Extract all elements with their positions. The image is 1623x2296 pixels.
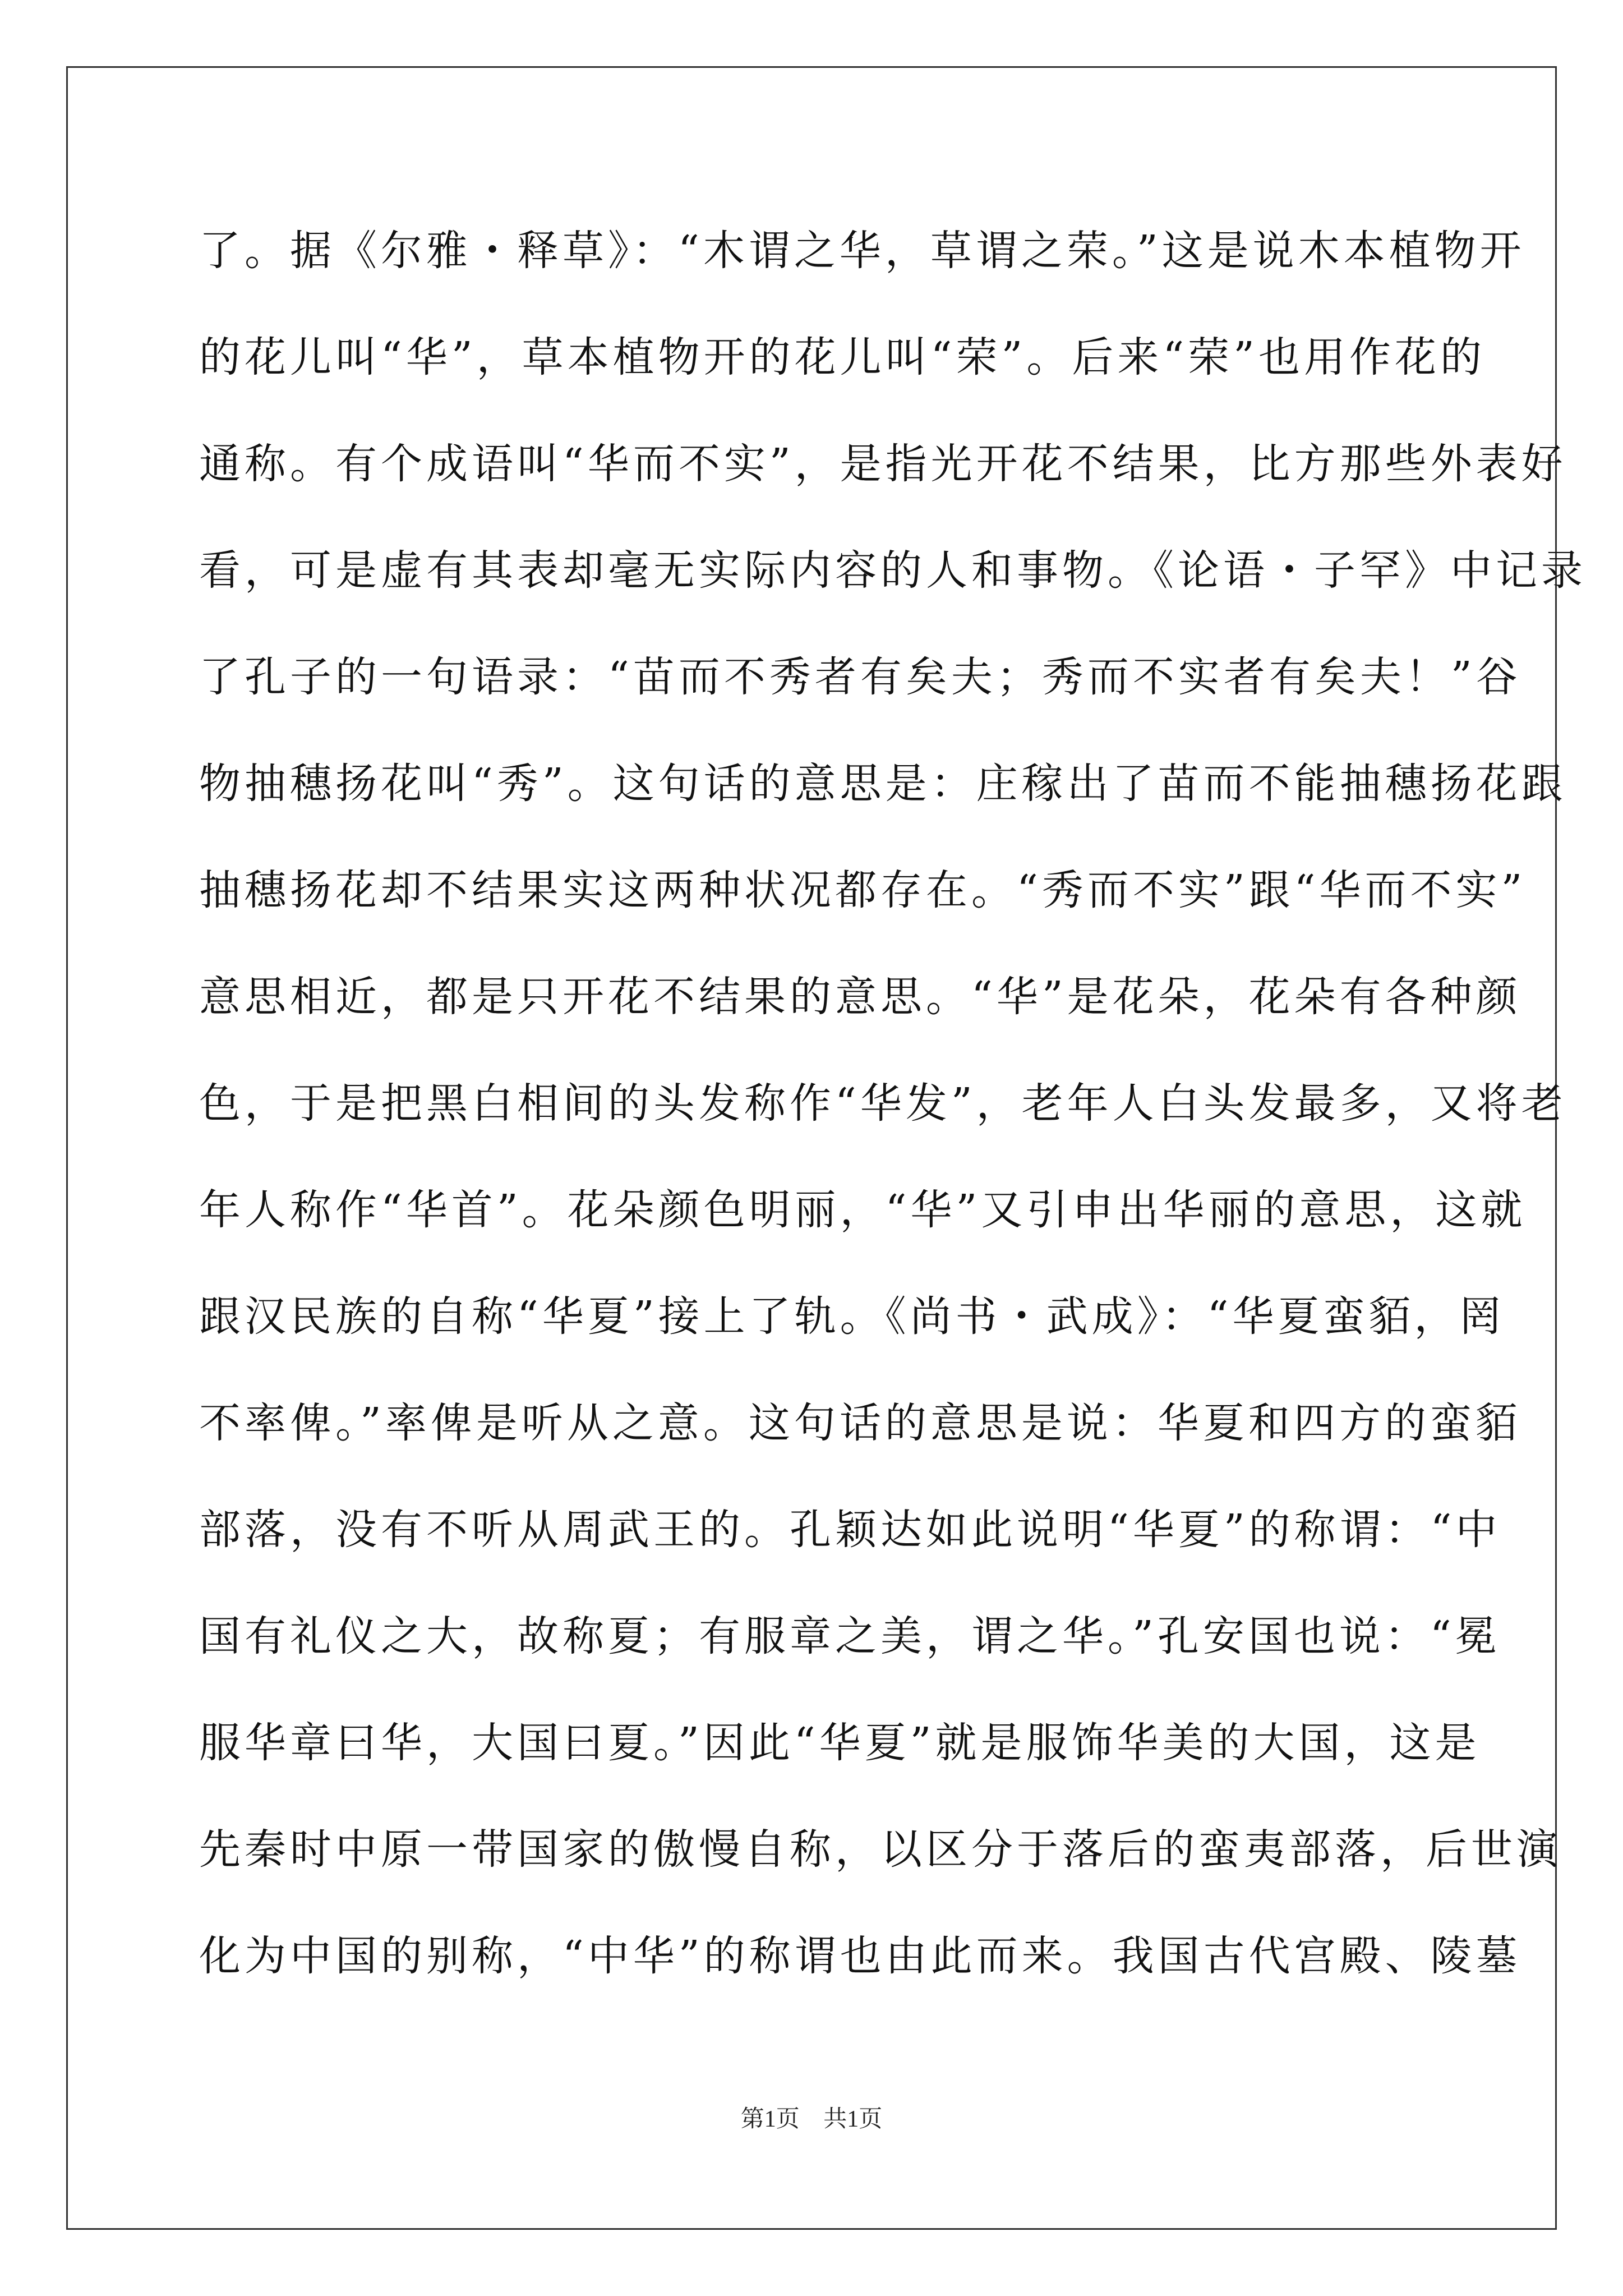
text-line-11: 跟汉民族的自称“华夏”接上了轨。《尚书・武成》：“华夏蛮貊，罔 bbox=[199, 1292, 1505, 1341]
text-line-9: 色，于是把黑白相间的头发称作“华发”，老年人白头发最多，又将老 bbox=[199, 1079, 1567, 1128]
page-footer bbox=[0, 2102, 1623, 2136]
page-number-total: 共1页 bbox=[823, 2106, 883, 2132]
text-line-12: 不率俾。”率俾是听从之意。这句话的意思是说：华夏和四方的蛮貊 bbox=[199, 1399, 1521, 1447]
text-line-16: 先秦时中原一带国家的傲慢自称，以区分于落后的蛮夷部落，后世演 bbox=[199, 1825, 1562, 1874]
text-line-14: 国有礼仪之大，故称夏；有服章之美，谓之华。”孔安国也说：“冕 bbox=[199, 1612, 1501, 1660]
text-line-8: 意思相近，都是只开花不结果的意思。“华”是花朵，花朵有各种颜 bbox=[199, 973, 1521, 1021]
page-number-current: 第1页 bbox=[740, 2106, 800, 2132]
text-line-13: 部落，没有不听从周武王的。孔颖达如此说明“华夏”的称谓：“中 bbox=[199, 1506, 1501, 1554]
text-line-10: 年人称作“华首”。花朵颜色明丽，“华”又引申出华丽的意思，这就 bbox=[199, 1186, 1527, 1234]
text-line-5: 了孔子的一句语录：“苗而不秀者有矣夫；秀而不实者有矣夫！”谷 bbox=[199, 653, 1521, 701]
text-line-7: 抽穗扬花却不结果实这两种状况都存在。“秀而不实”跟“华而不实” bbox=[199, 866, 1527, 914]
text-line-3: 通称。有个成语叫“华而不实”，是指光开花不结果，比方那些外表好 bbox=[199, 440, 1567, 488]
text-line-1: 了。据《尔雅・释草》：“木谓之华，草谓之荣。”这是说木本植物开 bbox=[199, 227, 1525, 275]
text-line-2: 的花儿叫“华”，草本植物开的花儿叫“荣”。后来“荣”也用作花的 bbox=[199, 333, 1486, 381]
text-line-17: 化为中国的别称，“中华”的称谓也由此而来。我国古代宫殿、陵墓 bbox=[199, 1932, 1521, 1980]
text-line-4: 看，可是虚有其表却毫无实际内容的人和事物。《论语・子罕》中记录 bbox=[199, 546, 1587, 595]
text-line-15: 服华章曰华，大国曰夏。”因此“华夏”就是服饰华美的大国，这是 bbox=[199, 1719, 1481, 1767]
text-line-6: 物抽穗扬花叫“秀”。这句话的意思是：庄稼出了苗而不能抽穗扬花跟 bbox=[199, 760, 1567, 808]
document-body bbox=[199, 197, 1587, 2009]
